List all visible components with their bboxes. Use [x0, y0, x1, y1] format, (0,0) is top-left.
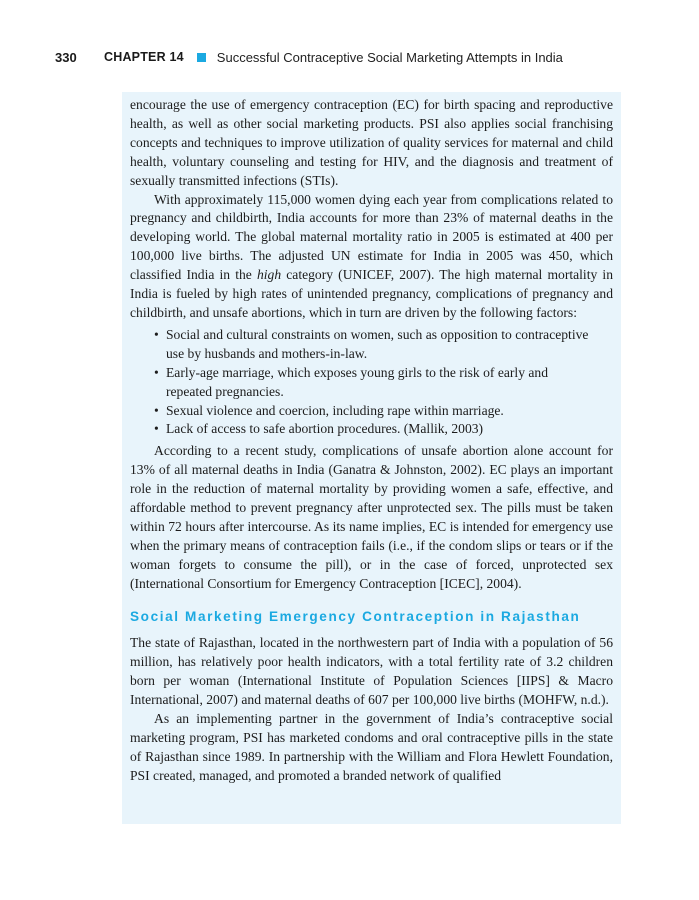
paragraph-1: encourage the use of emergency contraception (EC) for birth spacing and reproductive health, as well as other social marketing products. PSI also applies social franchising concepts and techniques to improve utilization of quality services for maternal and child health, voluntary counseling and testing for HIV, and the diagnosis and treatment of sexually transmitted infections (STIs).: [130, 97, 613, 188]
square-bullet-icon: [197, 53, 206, 62]
paragraph-4: The state of Rajasthan, located in the northwestern part of India with a population of 56 million, has relatively poor health indicators, with a total fertility rate of 3.2 children born per woman (International Institute of Population Sciences [IIPS] & Macro International, 2007) and maternal deaths of 607 per 100,000 live births (MOHFW, n.d.).: [130, 635, 613, 708]
list-item: [154, 402, 589, 421]
body-text: [130, 96, 613, 786]
list-item: [154, 364, 589, 402]
paragraph-2-start: With approximately 115,000 women dying each year from complications related to pregnancy and childbirth, India accounts for more than 23% of maternal deaths in the developing world. The global maternal mortality ratio in 2005 is estimated at 400 per 100,000 live births. The adjusted UN estimate for India in 2005 was 450, which classified India in the: [130, 191, 613, 283]
chapter-title: Successful Contraceptive Social Marketing Attempts in India: [216, 49, 563, 65]
paragraph-2-italic: high: [256, 267, 282, 283]
paragraph-2: [130, 191, 613, 323]
paragraph-2-end: category (UNICEF, 2007). The high maternal mortality in India is fueled by high rates of unintended pregnancy, complications of pregnancy and childbirth, and unsafe abortions, which in turn are driven by the following factors:: [130, 267, 613, 320]
list-item-text: Early-age marriage, which exposes young girls to the risk of early and repeated pregnancies.: [166, 364, 549, 399]
chapter-label: CHAPTER 14: [104, 50, 184, 64]
list-item-text: Lack of access to safe abortion procedures. (Mallik, 2003): [166, 421, 484, 437]
bullet-icon: •: [154, 421, 159, 437]
list-item-text: Social and cultural constraints on women, such as opposition to contraceptive use by husbands and mothers-in-law.: [166, 326, 589, 361]
page-number: 330: [55, 49, 77, 65]
paragraph-3: According to a recent study, complications of unsafe abortion alone account for 13% of all maternal deaths in India (Ganatra & Johnston, 2002). EC plays an important role in the reduction of maternal mortality by providing women a safe, effective, and affordable method to prevent pregnancy after unprotected sex. The pills must be taken within 72 hours after intercourse. As its name implies, EC is intended for emergency use when the primary means of contraception fails (i.e., if the condom slips or tears or if the woman forgets to consume the pill), or in the case of forced, unprotected sex (International Consortium for Emergency Contraception [ICEC], 2004).: [130, 443, 613, 591]
list-item-text: Sexual violence and coercion, including rape within marriage.: [166, 402, 504, 418]
list-item: [154, 420, 589, 439]
running-head: [55, 46, 563, 68]
list-item: [154, 326, 589, 364]
bullet-icon: •: [154, 364, 159, 380]
bullet-icon: •: [154, 326, 159, 342]
section-heading: Social Marketing Emergency Contraception in Rajasthan: [130, 608, 581, 624]
paragraph-5: As an implementing partner in the government of India’s contraceptive social marketing program, PSI has marketed condoms and oral contraceptive pills in the state of Rajasthan since 1989. In partnership with the William and Flora Hewlett Foundation, PSI created, managed, and promoted a branded network of qualified: [130, 711, 613, 783]
bullet-icon: •: [154, 402, 159, 418]
factors-list: [130, 326, 613, 439]
